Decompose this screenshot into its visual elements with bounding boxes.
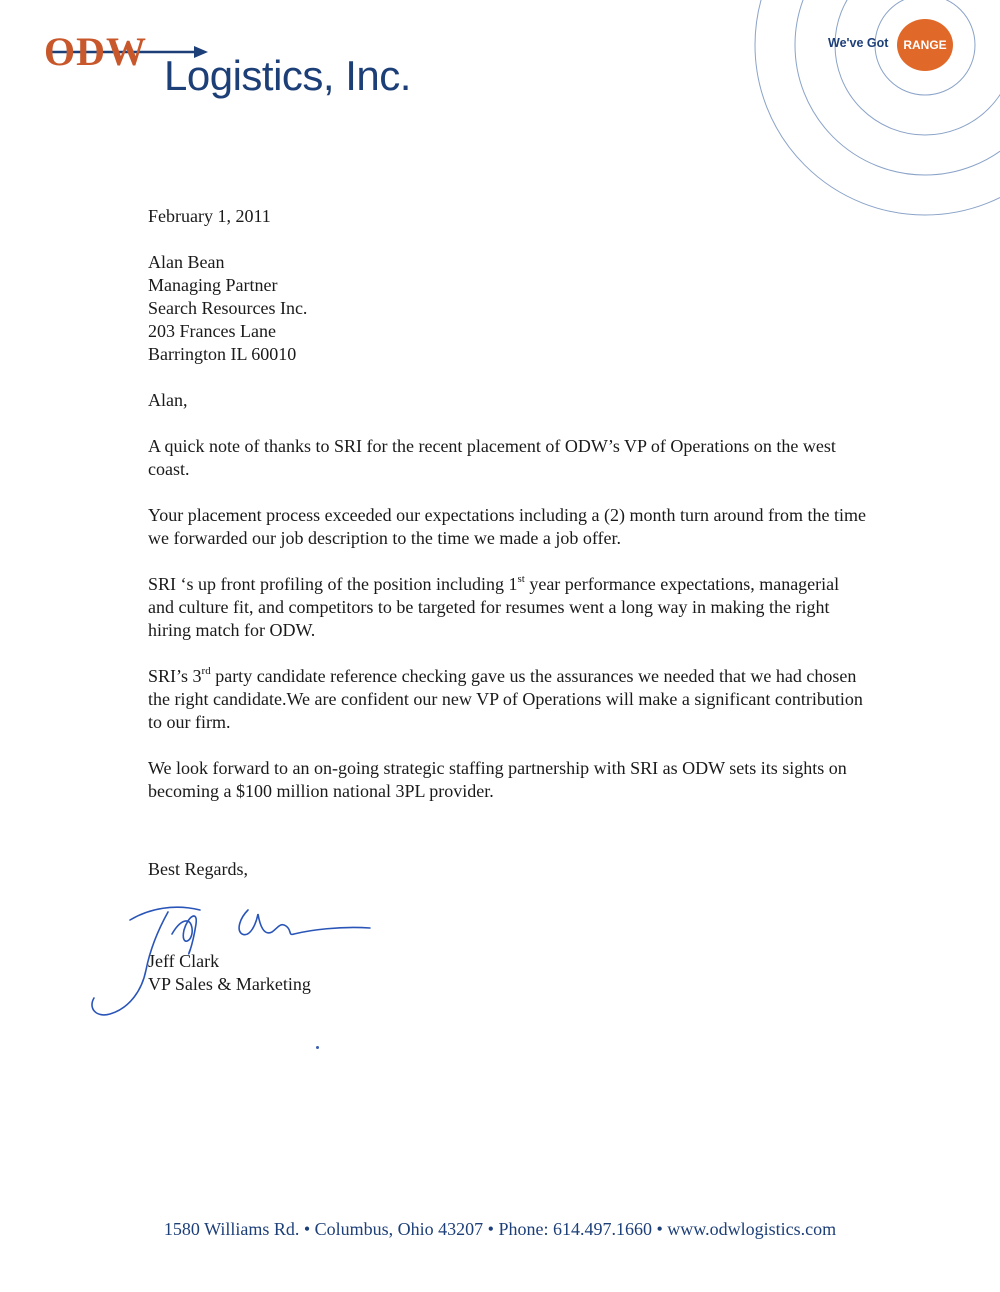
recipient-title: Managing Partner	[148, 275, 278, 295]
ink-dot	[316, 1046, 319, 1049]
handwritten-signature	[80, 890, 380, 1030]
logo-company-name: Logistics, Inc.	[164, 52, 411, 99]
paragraph-4-part-a: SRI’s 3	[148, 666, 202, 686]
footer-contact	[0, 1219, 1000, 1240]
letter-date: February 1, 2011	[148, 206, 271, 226]
recipient-street: 203 Frances Lane	[148, 321, 276, 341]
tagline-text: We've Got	[828, 36, 889, 50]
range-arcs-graphic	[740, 0, 1000, 230]
paragraph-5: We look forward to an on-going strategic staffing partnership with SRI as ODW sets its sights on becoming a $100 million national 3PL provider.	[148, 758, 847, 801]
salutation: Alan,	[148, 390, 188, 410]
recipient-company: Search Resources Inc.	[148, 298, 308, 318]
paragraph-3-part-a: SRI ‘s up front profiling of the position including 1	[148, 574, 518, 594]
signer-name: Jeff Clark	[148, 951, 220, 971]
letter-body	[148, 205, 868, 803]
paragraph-4-part-b: party candidate reference checking gave us the assurances we needed that we had chosen the right candidate.We are confident our new VP of Operations will make a significant contribution to our firm.	[148, 666, 863, 732]
paragraph-4-superscript: rd	[201, 665, 211, 677]
company-logo	[44, 26, 444, 106]
paragraph-1: A quick note of thanks to SRI for the recent placement of ODW’s VP of Operations on the west coast.	[148, 436, 836, 479]
paragraph-2: Your placement process exceeded our expectations including a (2) month turn around from the time we forwarded our job description to the time we made a job offer.	[148, 505, 866, 548]
paragraph-4	[148, 665, 868, 734]
recipient-address	[148, 251, 868, 366]
tagline-badge: RANGE	[897, 19, 953, 71]
signer-title: VP Sales & Marketing	[148, 974, 311, 994]
paragraph-3	[148, 573, 868, 642]
closing: Best Regards,	[148, 859, 248, 879]
logo-mark: ODW	[44, 29, 147, 74]
paragraph-3-superscript: st	[517, 573, 525, 585]
paragraph-3-part-b: year performance expectations, managerial and culture fit, and competitors to be targeted for resumes went a long way in making the right hiring match for ODW.	[148, 574, 840, 640]
recipient-name: Alan Bean	[148, 252, 225, 272]
footer-address: 1580 Williams Rd. • Columbus, Ohio 43207 • Phone: 614.497.1660 • www.odwlogistics.com	[163, 1219, 837, 1239]
recipient-city: Barrington IL 60010	[148, 344, 297, 364]
